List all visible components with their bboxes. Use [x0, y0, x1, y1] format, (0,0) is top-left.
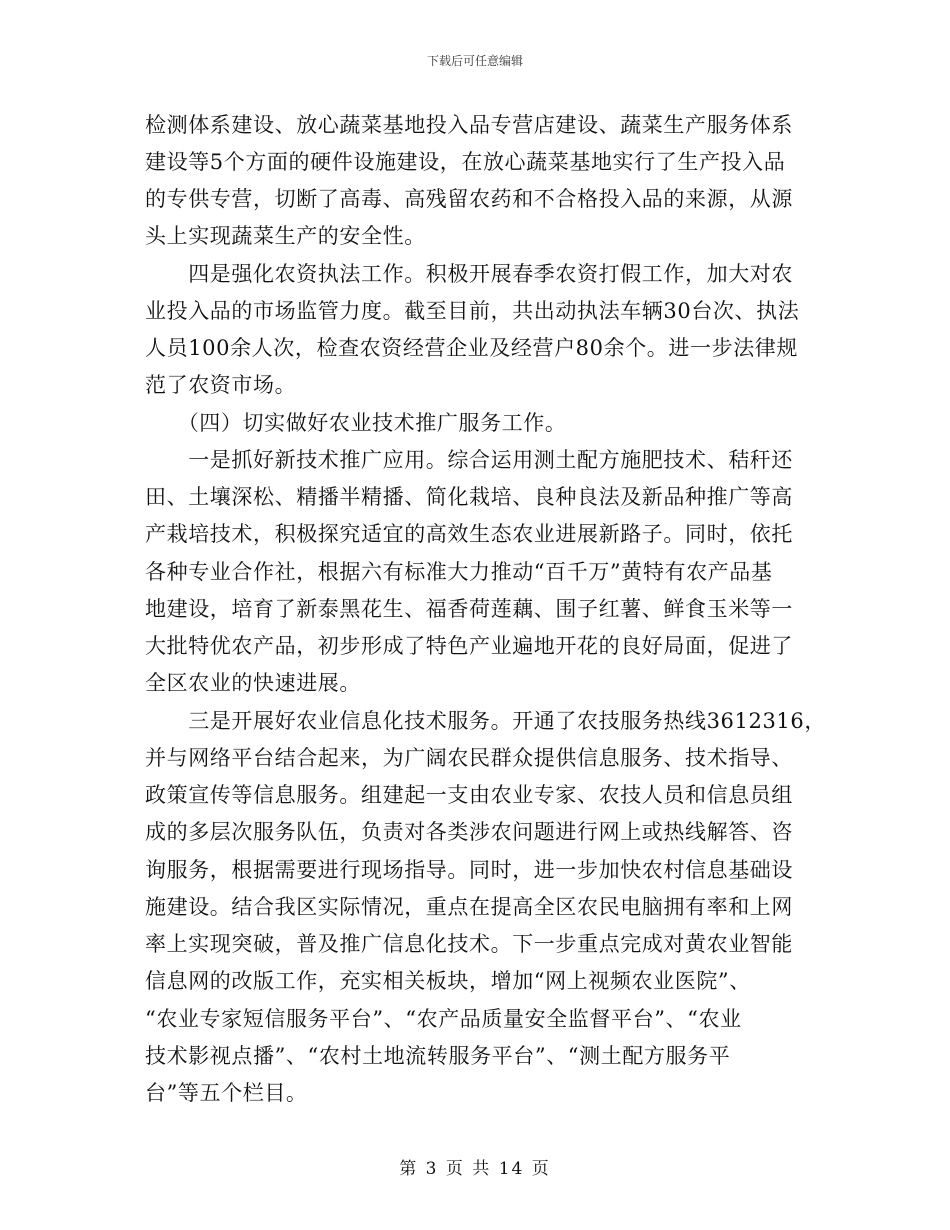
text-line: 范了农资市场。 [145, 373, 297, 397]
text-line: 头上实现蔬菜生产的安全性。 [145, 224, 426, 248]
text-line: 台”等五个栏目。 [145, 1081, 308, 1105]
text-line: 政策宣传等信息服务。组建起一支由农业专家、农技人员和信息员组 [145, 783, 793, 807]
text-line: 一是抓好新技术推广应用。综合运用测土配方施肥技术、秸秆还 [145, 448, 793, 472]
text-line: 并与网络平台结合起来，为广阔农民群众提供信息服务、技术指导、 [145, 746, 793, 770]
text-line: 产栽培技术，积极探究适宜的高效生态农业进展新路子。同时，依托 [145, 522, 793, 546]
text-line: 询服务，根据需要进行现场指导。同时，进一步加快农村信息基础设 [145, 858, 793, 882]
text-line: 三是开展好农业信息化技术服务。开通了农技服务热线3612316， [145, 709, 826, 733]
text-line: 全区农业的快速进展。 [145, 671, 361, 695]
text-line: 的专供专营，切断了高毒、高残留农药和不合格投入品的来源，从源 [145, 187, 793, 211]
text-line: 地建设，培育了新泰黑花生、福香荷莲藕、围子红薯、鲜食玉米等一 [145, 597, 793, 621]
text-line: 业投入品的市场监管力度。截至目前，共出动执法车辆30台次、执法 [145, 299, 800, 323]
text-line: 各种专业合作社，根据六有标准大力推动“百千万”黄特有农产品基 [145, 560, 773, 584]
text-line: 人员100余人次，检查农资经营企业及经营户80余个。进一步法律规 [145, 336, 799, 360]
section-heading: （四）切实做好农业技术推广服务工作。 [145, 411, 567, 435]
text-line: 技术影视点播”、“农村土地流转服务平台”、“测土配方服务平 [145, 1044, 731, 1068]
page-number-footer: 第 3 页 共 14 页 [399, 1159, 551, 1179]
text-line: 成的多层次服务队伍，负责对各类涉农问题进行网上或热线解答、咨 [145, 820, 793, 844]
text-line: 施建设。结合我区实际情况，重点在提高全区农民电脑拥有率和上网 [145, 895, 793, 919]
text-line: 信息网的改版工作，充实相关板块，增加“网上视频农业医院”、 [145, 969, 751, 993]
text-line: 大批特优农产品，初步形成了特色产业遍地开花的良好局面，促进了 [145, 634, 793, 658]
page-header: 下载后可任意编辑 [426, 54, 523, 68]
text-line: 四是强化农资执法工作。积极开展春季农资打假工作，加大对农 [145, 262, 793, 286]
text-line: 检测体系建设、放心蔬菜基地投入品专营店建设、蔬菜生产服务体系 [145, 113, 793, 137]
text-line: “农业专家短信服务平台”、“农产品质量安全监督平台”、“农业 [145, 1007, 742, 1031]
text-line: 田、土壤深松、精播半精播、简化栽培、良种良法及新品种推广等高 [145, 485, 793, 509]
text-line: 率上实现突破，普及推广信息化技术。下一步重点完成对黄农业智能 [145, 932, 793, 956]
text-line: 建设等5个方面的硬件设施建设，在放心蔬菜基地实行了生产投入品 [145, 150, 786, 174]
